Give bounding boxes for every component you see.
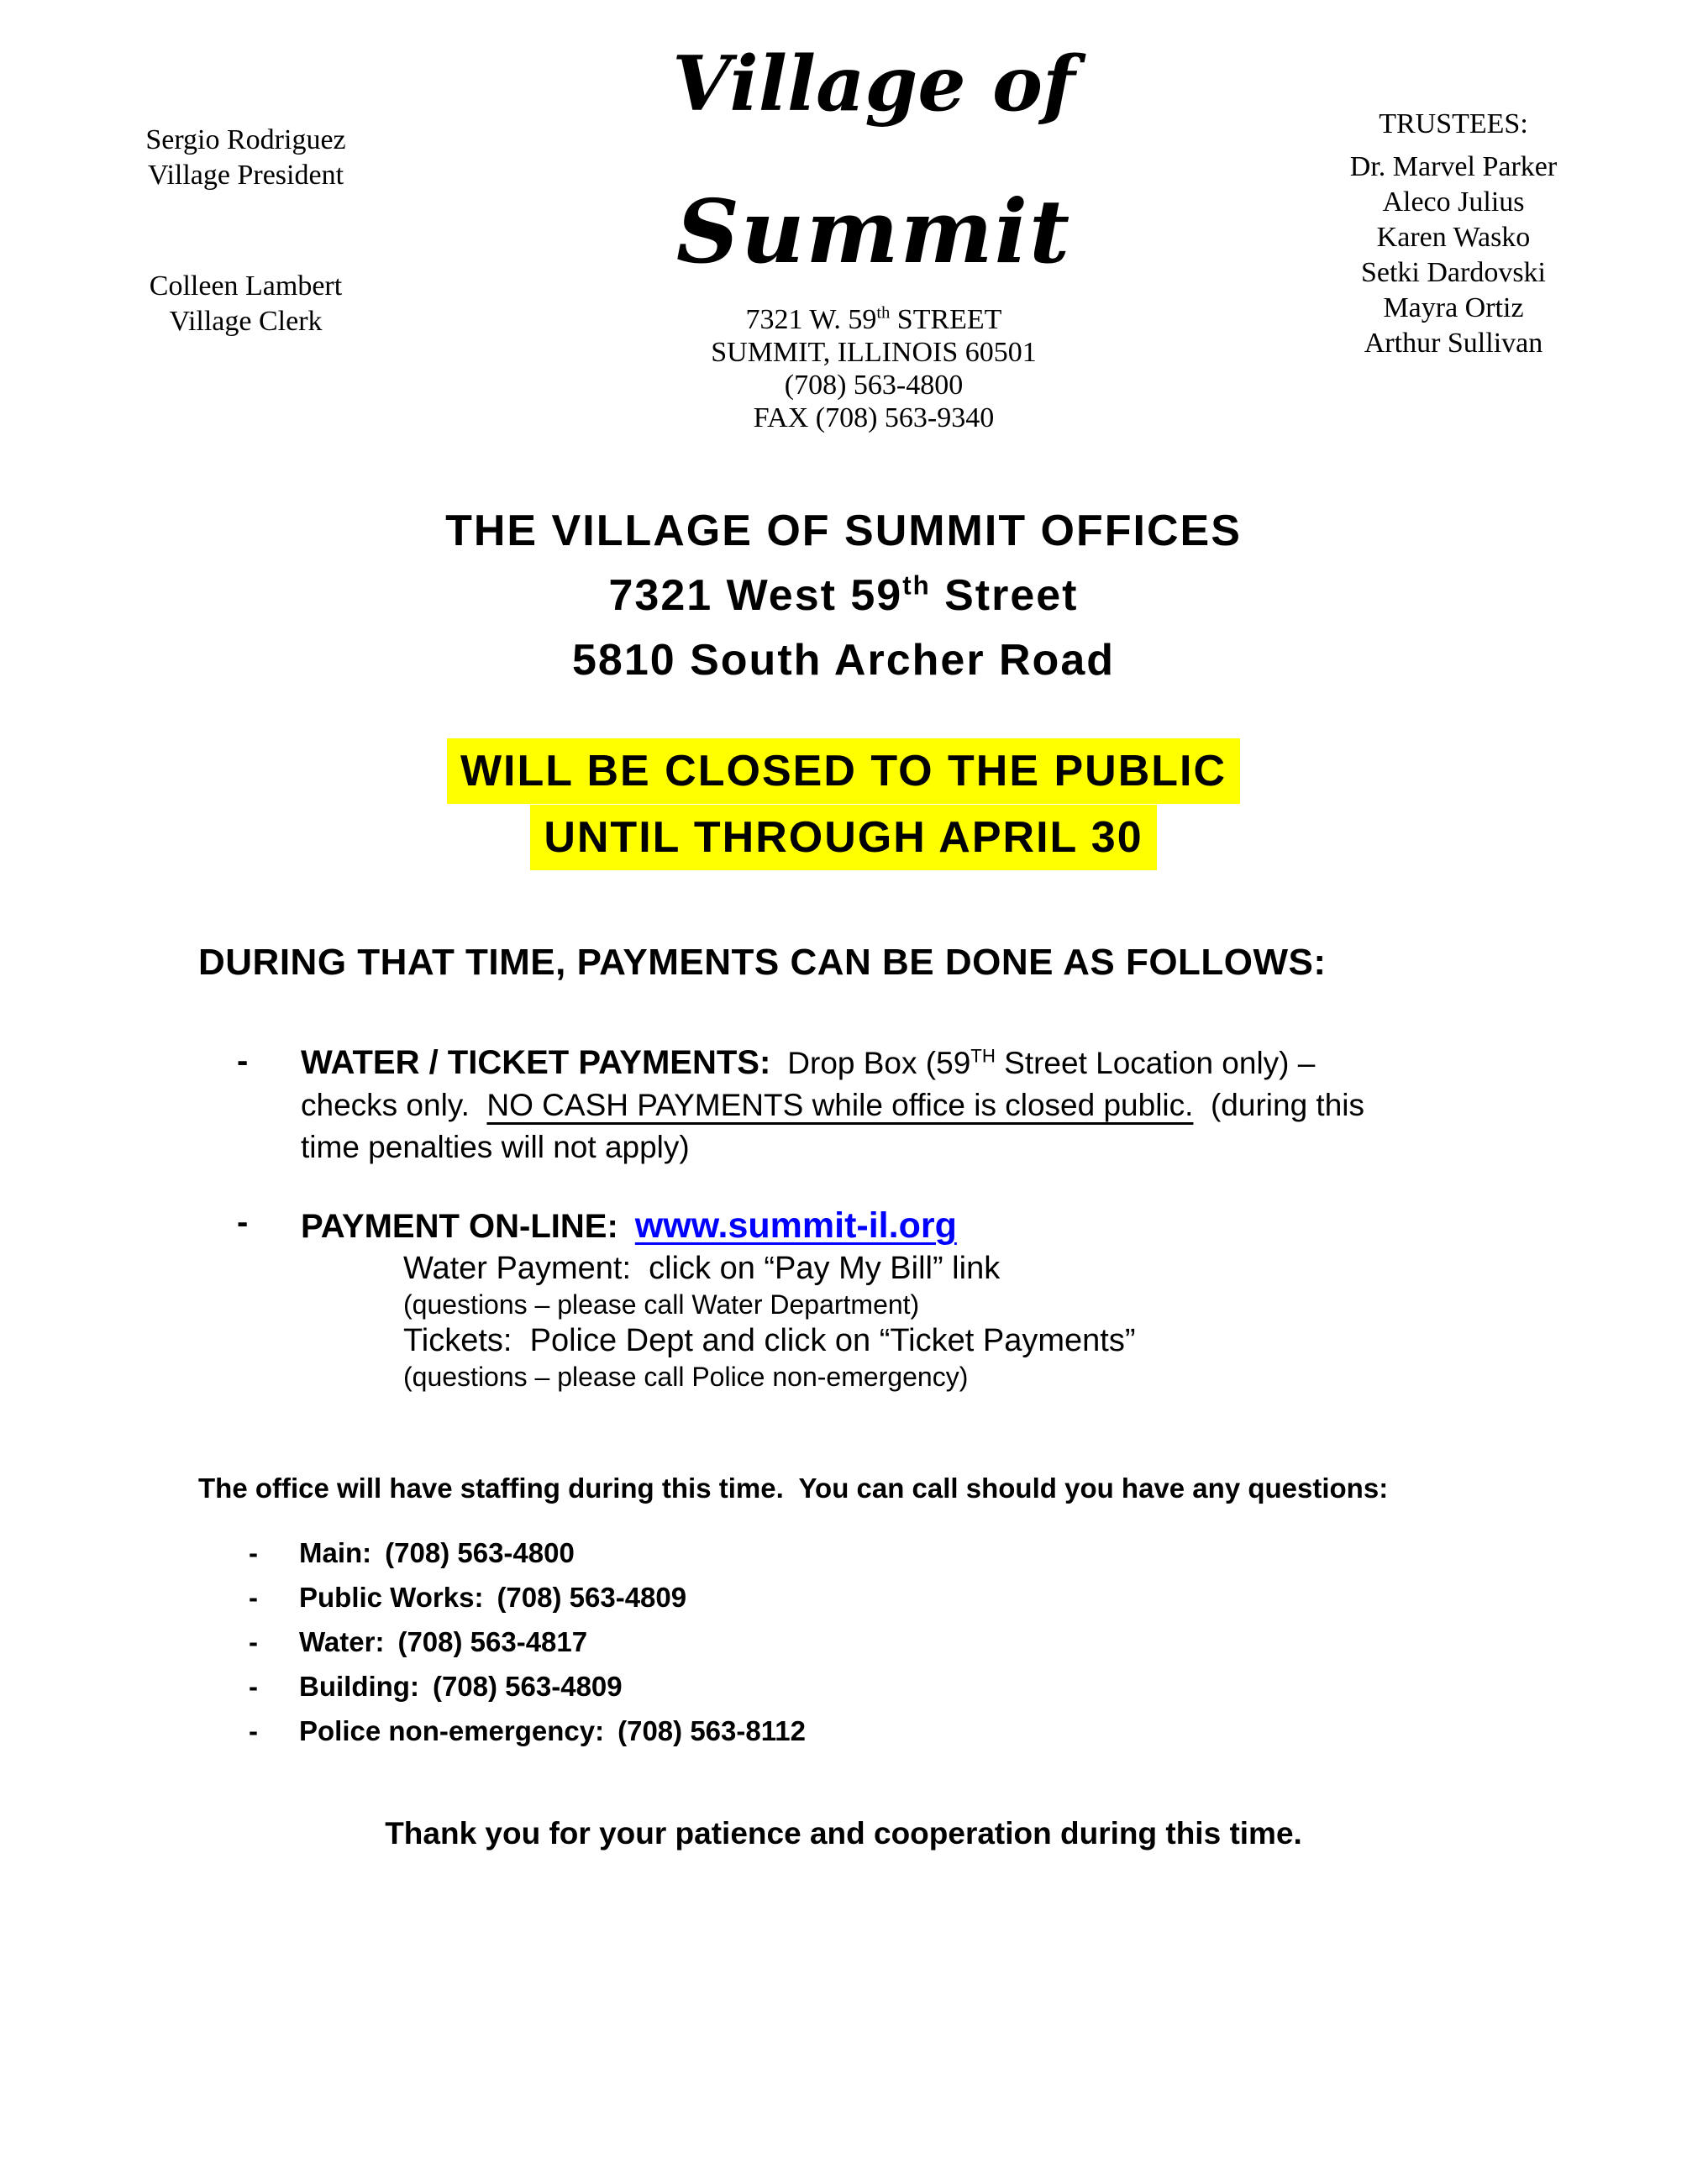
title-line3: 5810 South Archer Road bbox=[571, 636, 1115, 685]
address-block bbox=[639, 303, 1109, 434]
president-name: Sergio Rodriguez bbox=[145, 124, 346, 155]
bullet-dash: - bbox=[249, 1626, 258, 1657]
closing-message: Thank you for your patience and cooperation during this time. bbox=[385, 1816, 1302, 1851]
clerk-block bbox=[101, 269, 391, 339]
president-block bbox=[101, 123, 391, 193]
phone-label: Police non-emergency: bbox=[299, 1715, 605, 1746]
address-street: 7321 W. 59th STREET bbox=[745, 303, 1002, 335]
water-ticket-label: WATER / TICKET PAYMENTS: bbox=[301, 1044, 771, 1081]
phone-list-item bbox=[198, 1575, 1388, 1620]
address-fax: FAX (708) 563-9340 bbox=[753, 402, 995, 433]
closure-notice bbox=[0, 738, 1687, 871]
trustees-heading: TRUSTEES: bbox=[1379, 108, 1528, 139]
phone-label: Building: bbox=[299, 1671, 419, 1702]
trustees-block bbox=[1294, 107, 1613, 361]
phone-number: (708) 563-4809 bbox=[432, 1671, 623, 1702]
bullet-dash: - bbox=[249, 1671, 258, 1702]
bullet-dash: - bbox=[237, 1042, 249, 1079]
water-ticket-bullet bbox=[198, 1042, 1477, 1168]
address-phone: (708) 563-4800 bbox=[784, 370, 964, 401]
trustee-name: Setki Dardovski bbox=[1360, 257, 1547, 288]
notice-line2-row bbox=[0, 805, 1687, 870]
tickets-instruction: Tickets: Police Dept and click on “Ticket Payments” bbox=[403, 1323, 1136, 1358]
water-payment-instruction: Water Payment: click on “Pay My Bill” link bbox=[403, 1251, 1001, 1286]
logo-line1: Village of bbox=[672, 39, 1075, 129]
title-ordinal-sup: th bbox=[902, 570, 931, 601]
water-ticket-text bbox=[301, 1042, 1477, 1168]
bullet-dash: - bbox=[249, 1715, 258, 1746]
phone-number: (708) 563-8112 bbox=[618, 1715, 806, 1746]
president-title: Village President bbox=[147, 160, 344, 191]
phone-list-item bbox=[198, 1709, 1388, 1753]
bullet-dash: - bbox=[249, 1582, 258, 1613]
trustee-name: Arthur Sullivan bbox=[1364, 328, 1543, 359]
phone-number: (708) 563-4809 bbox=[497, 1582, 687, 1613]
trustee-name: Aleco Julius bbox=[1382, 186, 1525, 218]
website-link[interactable]: www.summit-il.org bbox=[634, 1205, 957, 1246]
village-logo bbox=[639, 17, 1109, 291]
phone-number: (708) 563-4800 bbox=[385, 1537, 575, 1568]
address-city: SUMMIT, ILLINOIS 60501 bbox=[711, 337, 1037, 368]
title-line2: 7321 West 59th Street bbox=[608, 570, 1079, 620]
water-ticket-line3: time penalties will not apply) bbox=[301, 1130, 690, 1164]
trustee-name: Mayra Ortiz bbox=[1383, 292, 1524, 323]
staffing-section bbox=[198, 1470, 1388, 1753]
water-ticket-line1: WATER / TICKET PAYMENTS: Drop Box (59TH Street Location only) – bbox=[301, 1044, 1316, 1081]
phone-label: Main: bbox=[299, 1537, 372, 1568]
phone-list-item bbox=[198, 1664, 1388, 1709]
title-line1: THE VILLAGE OF SUMMIT OFFICES bbox=[445, 507, 1242, 555]
street-ordinal-sup: TH bbox=[970, 1045, 996, 1067]
online-payment-label-line bbox=[301, 1203, 1135, 1250]
online-payment-label: PAYMENT ON-LINE: bbox=[301, 1208, 618, 1245]
water-ticket-line2: checks only. NO CASH PAYMENTS while office is closed public. (during this bbox=[301, 1088, 1365, 1122]
phone-list-item bbox=[198, 1620, 1388, 1664]
bullet-dash: - bbox=[249, 1537, 258, 1568]
notice-highlight-line1: WILL BE CLOSED TO THE PUBLIC bbox=[447, 738, 1240, 804]
trustee-name: Dr. Marvel Parker bbox=[1349, 151, 1558, 182]
street-ordinal-sup: th bbox=[876, 303, 891, 323]
bullet-dash: - bbox=[237, 1204, 249, 1241]
tickets-note: (questions – please call Police non-emergency) bbox=[403, 1362, 969, 1392]
phone-list-item bbox=[198, 1530, 1388, 1575]
notice-highlight-line2: UNTIL THROUGH APRIL 30 bbox=[530, 805, 1156, 870]
notice-title bbox=[0, 499, 1687, 693]
trustee-name: Karen Wasko bbox=[1376, 222, 1531, 253]
notice-line1-row bbox=[0, 738, 1687, 804]
payments-heading: DURING THAT TIME, PAYMENTS CAN BE DONE AS FOLLOWS: bbox=[198, 942, 1327, 983]
phone-label: Public Works: bbox=[299, 1582, 484, 1613]
online-payment-text bbox=[301, 1203, 1135, 1394]
phone-list bbox=[198, 1530, 1388, 1753]
online-payment-bullet bbox=[198, 1203, 1135, 1394]
officials-block bbox=[101, 123, 391, 339]
phone-label: Water: bbox=[299, 1626, 385, 1657]
phone-number: (708) 563-4817 bbox=[397, 1626, 588, 1657]
staffing-intro: The office will have staffing during this time. You can call should you have any questions: bbox=[198, 1473, 1389, 1504]
logo-line2: Summit bbox=[675, 180, 1072, 283]
clerk-title: Village Clerk bbox=[169, 306, 323, 337]
no-cash-underlined-text: NO CASH PAYMENTS while office is closed public. bbox=[486, 1088, 1194, 1122]
clerk-name: Colleen Lambert bbox=[149, 270, 343, 302]
water-payment-note: (questions – please call Water Department) bbox=[403, 1289, 920, 1320]
